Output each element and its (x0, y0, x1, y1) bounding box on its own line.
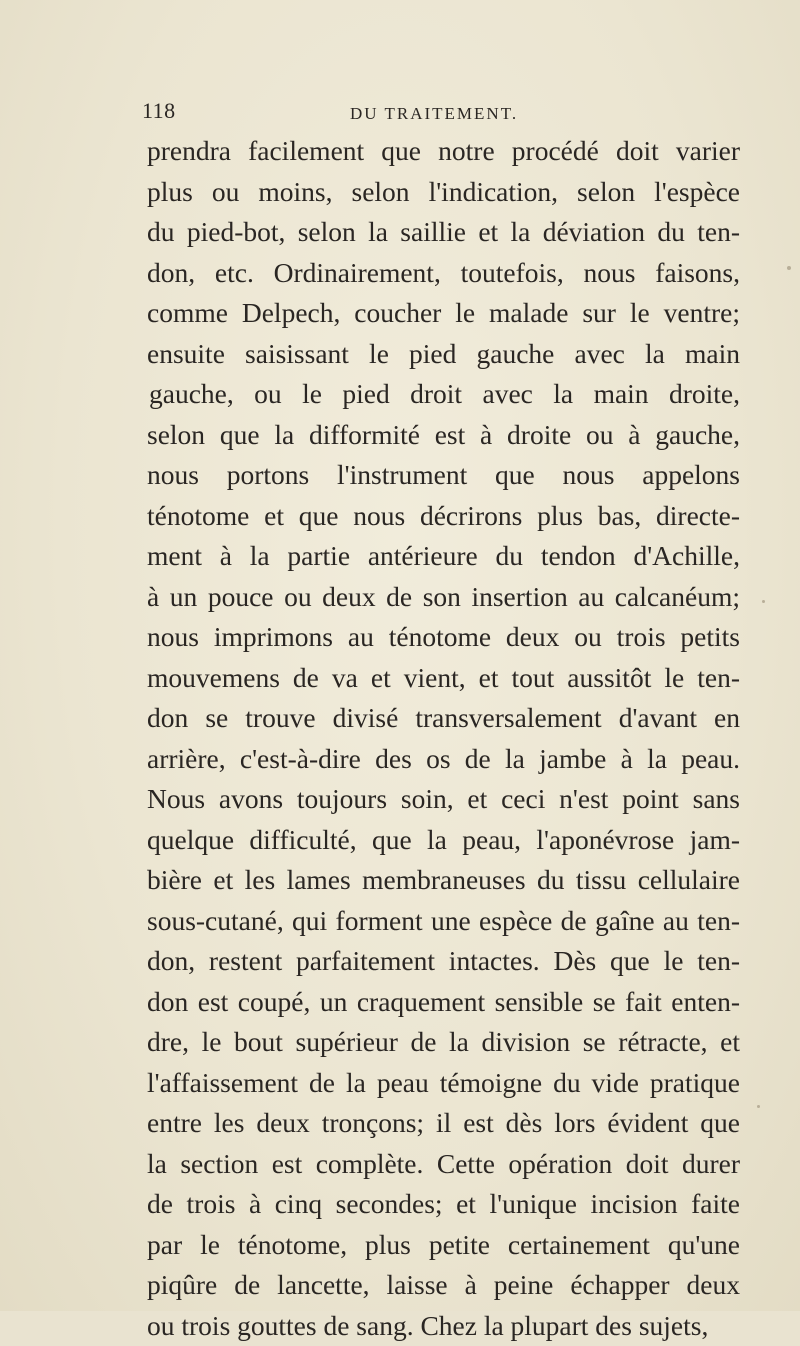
text-line: mouvemens de va et vient, et tout aussitôt le ten- (147, 658, 740, 699)
text-line: don se trouve divisé transversalement d'avant en (147, 698, 740, 739)
text-line: comme Delpech, coucher le malade sur le ventre; (147, 293, 740, 334)
paper-speck (787, 266, 791, 270)
text-line: plus ou moins, selon l'indication, selon l'espèce (147, 172, 740, 213)
text-line: de trois à cinq secondes; et l'unique incision faite (147, 1184, 740, 1225)
text-line: ou trois gouttes de sang. Chez la plupart des sujets, (147, 1306, 740, 1346)
page-number: 118 (142, 98, 176, 124)
text-line: piqûre de lancette, laisse à peine échapper deux (147, 1265, 740, 1306)
text-line: entre les deux tronçons; il est dès lors évident que (147, 1103, 740, 1144)
text-line: don, etc. Ordinairement, toutefois, nous faisons, (147, 253, 740, 294)
text-line: prendra facilement que notre procédé doit varier (147, 131, 740, 172)
text-line: ment à la partie antérieure du tendon d'Achille, (147, 536, 740, 577)
text-line: don est coupé, un craquement sensible se fait enten- (147, 982, 740, 1023)
text-line: la section est complète. Cette opération doit durer (147, 1144, 740, 1185)
text-line: don, restent parfaitement intactes. Dès que le ten- (147, 941, 740, 982)
running-title: DU TRAITEMENT. (350, 104, 518, 124)
text-line: par le ténotome, plus petite certainement qu'une (147, 1225, 740, 1266)
text-line: Nous avons toujours soin, et ceci n'est point sans (147, 779, 740, 820)
text-line: ténotome et que nous décrirons plus bas, directe- (147, 496, 740, 537)
text-line: du pied-bot, selon la saillie et la déviation du ten- (147, 212, 740, 253)
text-line: selon que la difformité est à droite ou à gauche, (147, 415, 740, 456)
text-line: à un pouce ou deux de son insertion au calcanéum; (147, 577, 740, 618)
paper-speck (757, 1105, 760, 1108)
text-line: bière et les lames membraneuses du tissu cellulaire (147, 860, 740, 901)
text-line: arrière, c'est-à-dire des os de la jambe à la peau. (147, 739, 740, 780)
text-line: sous-cutané, qui forment une espèce de gaîne au ten- (147, 901, 740, 942)
text-line: quelque difficulté, que la peau, l'aponévrose jam- (147, 820, 740, 861)
text-line: ensuite saisissant le pied gauche avec la main (147, 334, 740, 375)
text-line: dre, le bout supérieur de la division se rétracte, et (147, 1022, 740, 1063)
text-line: l'affaissement de la peau témoigne du vide pratique (147, 1063, 740, 1104)
text-line: nous portons l'instrument que nous appelons (147, 455, 740, 496)
text-line: gauche, ou le pied droit avec la main droite, (147, 374, 740, 415)
body-paragraph (147, 131, 740, 1346)
page-header (142, 98, 742, 134)
text-line: nous imprimons au ténotome deux ou trois petits (147, 617, 740, 658)
paper-speck (762, 600, 765, 603)
